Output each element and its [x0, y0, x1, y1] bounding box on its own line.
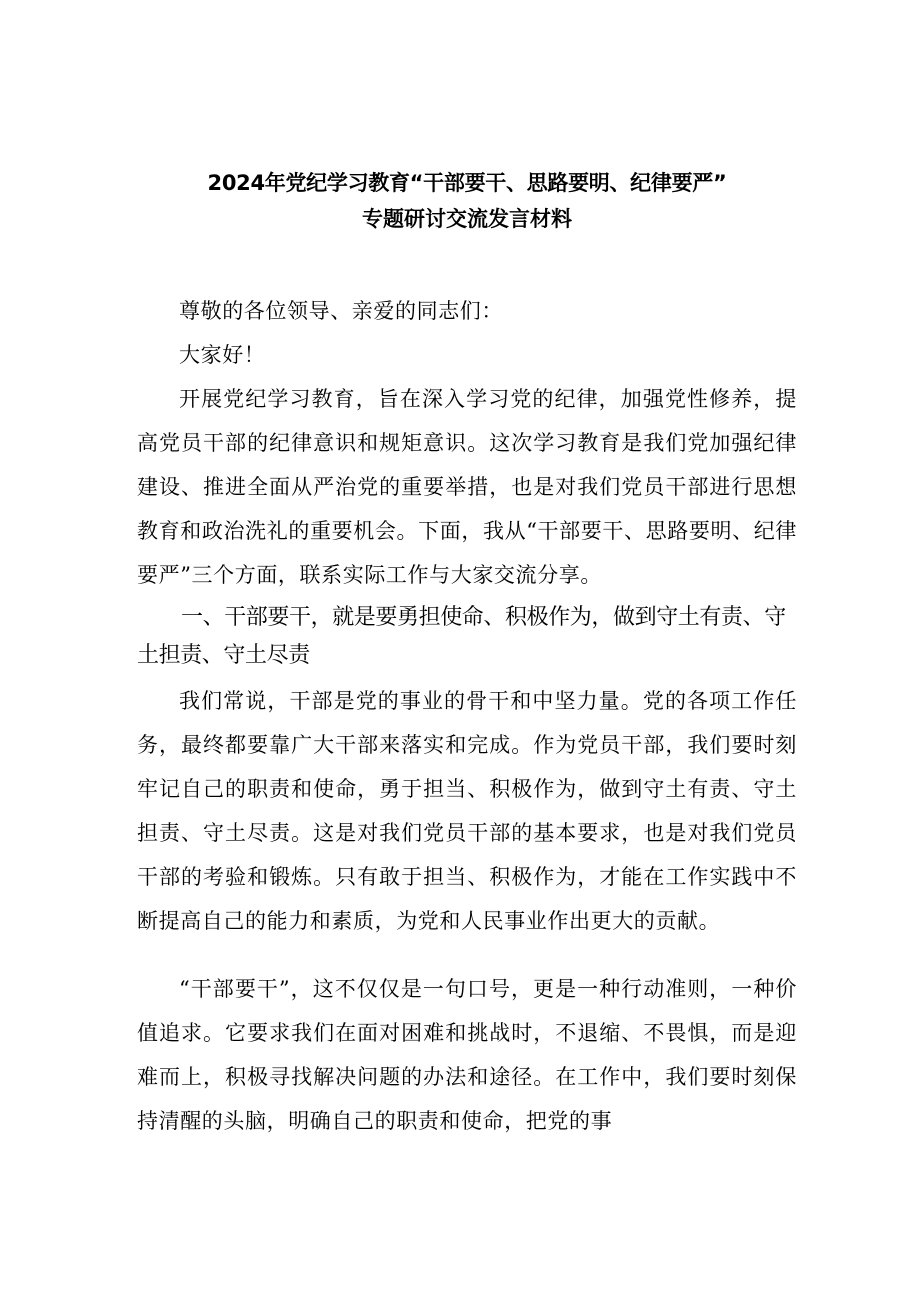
section-heading-1: 一、干部要干，就是要勇担使命、积极作为，做到守土有责、守土担责、守土尽责 — [137, 605, 786, 668]
section1-paragraph-2: “干部要干”，这不仅仅是一句口号，更是一种行动准则，一种价值追求。它要求我们在面对困难和挑战时，不退缩、不畏惧，而是迎难而上，积极寻找解决问题的办法和途径。在工作中，我们要时刻保持清醒的头脑，明确自己的职责和使命，把党的事 — [137, 977, 797, 1133]
greeting: 大家好！ — [179, 343, 266, 367]
document-page — [137, 165, 797, 1143]
section1-paragraph-1: 我们常说，干部是党的事业的骨干和中坚力量。党的各项工作任务，最终都要靠广大干部来落实和完成。作为党员干部，我们要时刻牢记自己的职责和使命，勇于担当、积极作为，做到守土有责、守土担责、守土尽责。这是对我们党员干部的基本要求，也是对我们党员干部的考验和锻炼。只有敢于担当、积极作为，才能在工作实践中不断提高自己的能力和素质，为党和人民事业作出更大的贡献。 — [137, 689, 797, 933]
document-subtitle: 专题研讨交流发言材料 — [362, 207, 572, 231]
salutation: 尊敬的各位领导、亲爱的同志们： — [179, 299, 503, 323]
intro-paragraph: 开展党纪学习教育，旨在深入学习党的纪律，加强党性修养，提高党员干部的纪律意识和规矩意识。这次学习教育是我们党加强纪律建设、推进全面从严治党的重要举措，也是对我们党员干部进行思想教育和政治洗礼的重要机会。下面，我从“干部要干、思路要明、纪律要严”三个方面，联系实际工作与大家交流分享。 — [137, 387, 797, 587]
document-title: 2024年党纪学习教育“干部要干、思路要明、纪律要严” — [207, 171, 727, 195]
